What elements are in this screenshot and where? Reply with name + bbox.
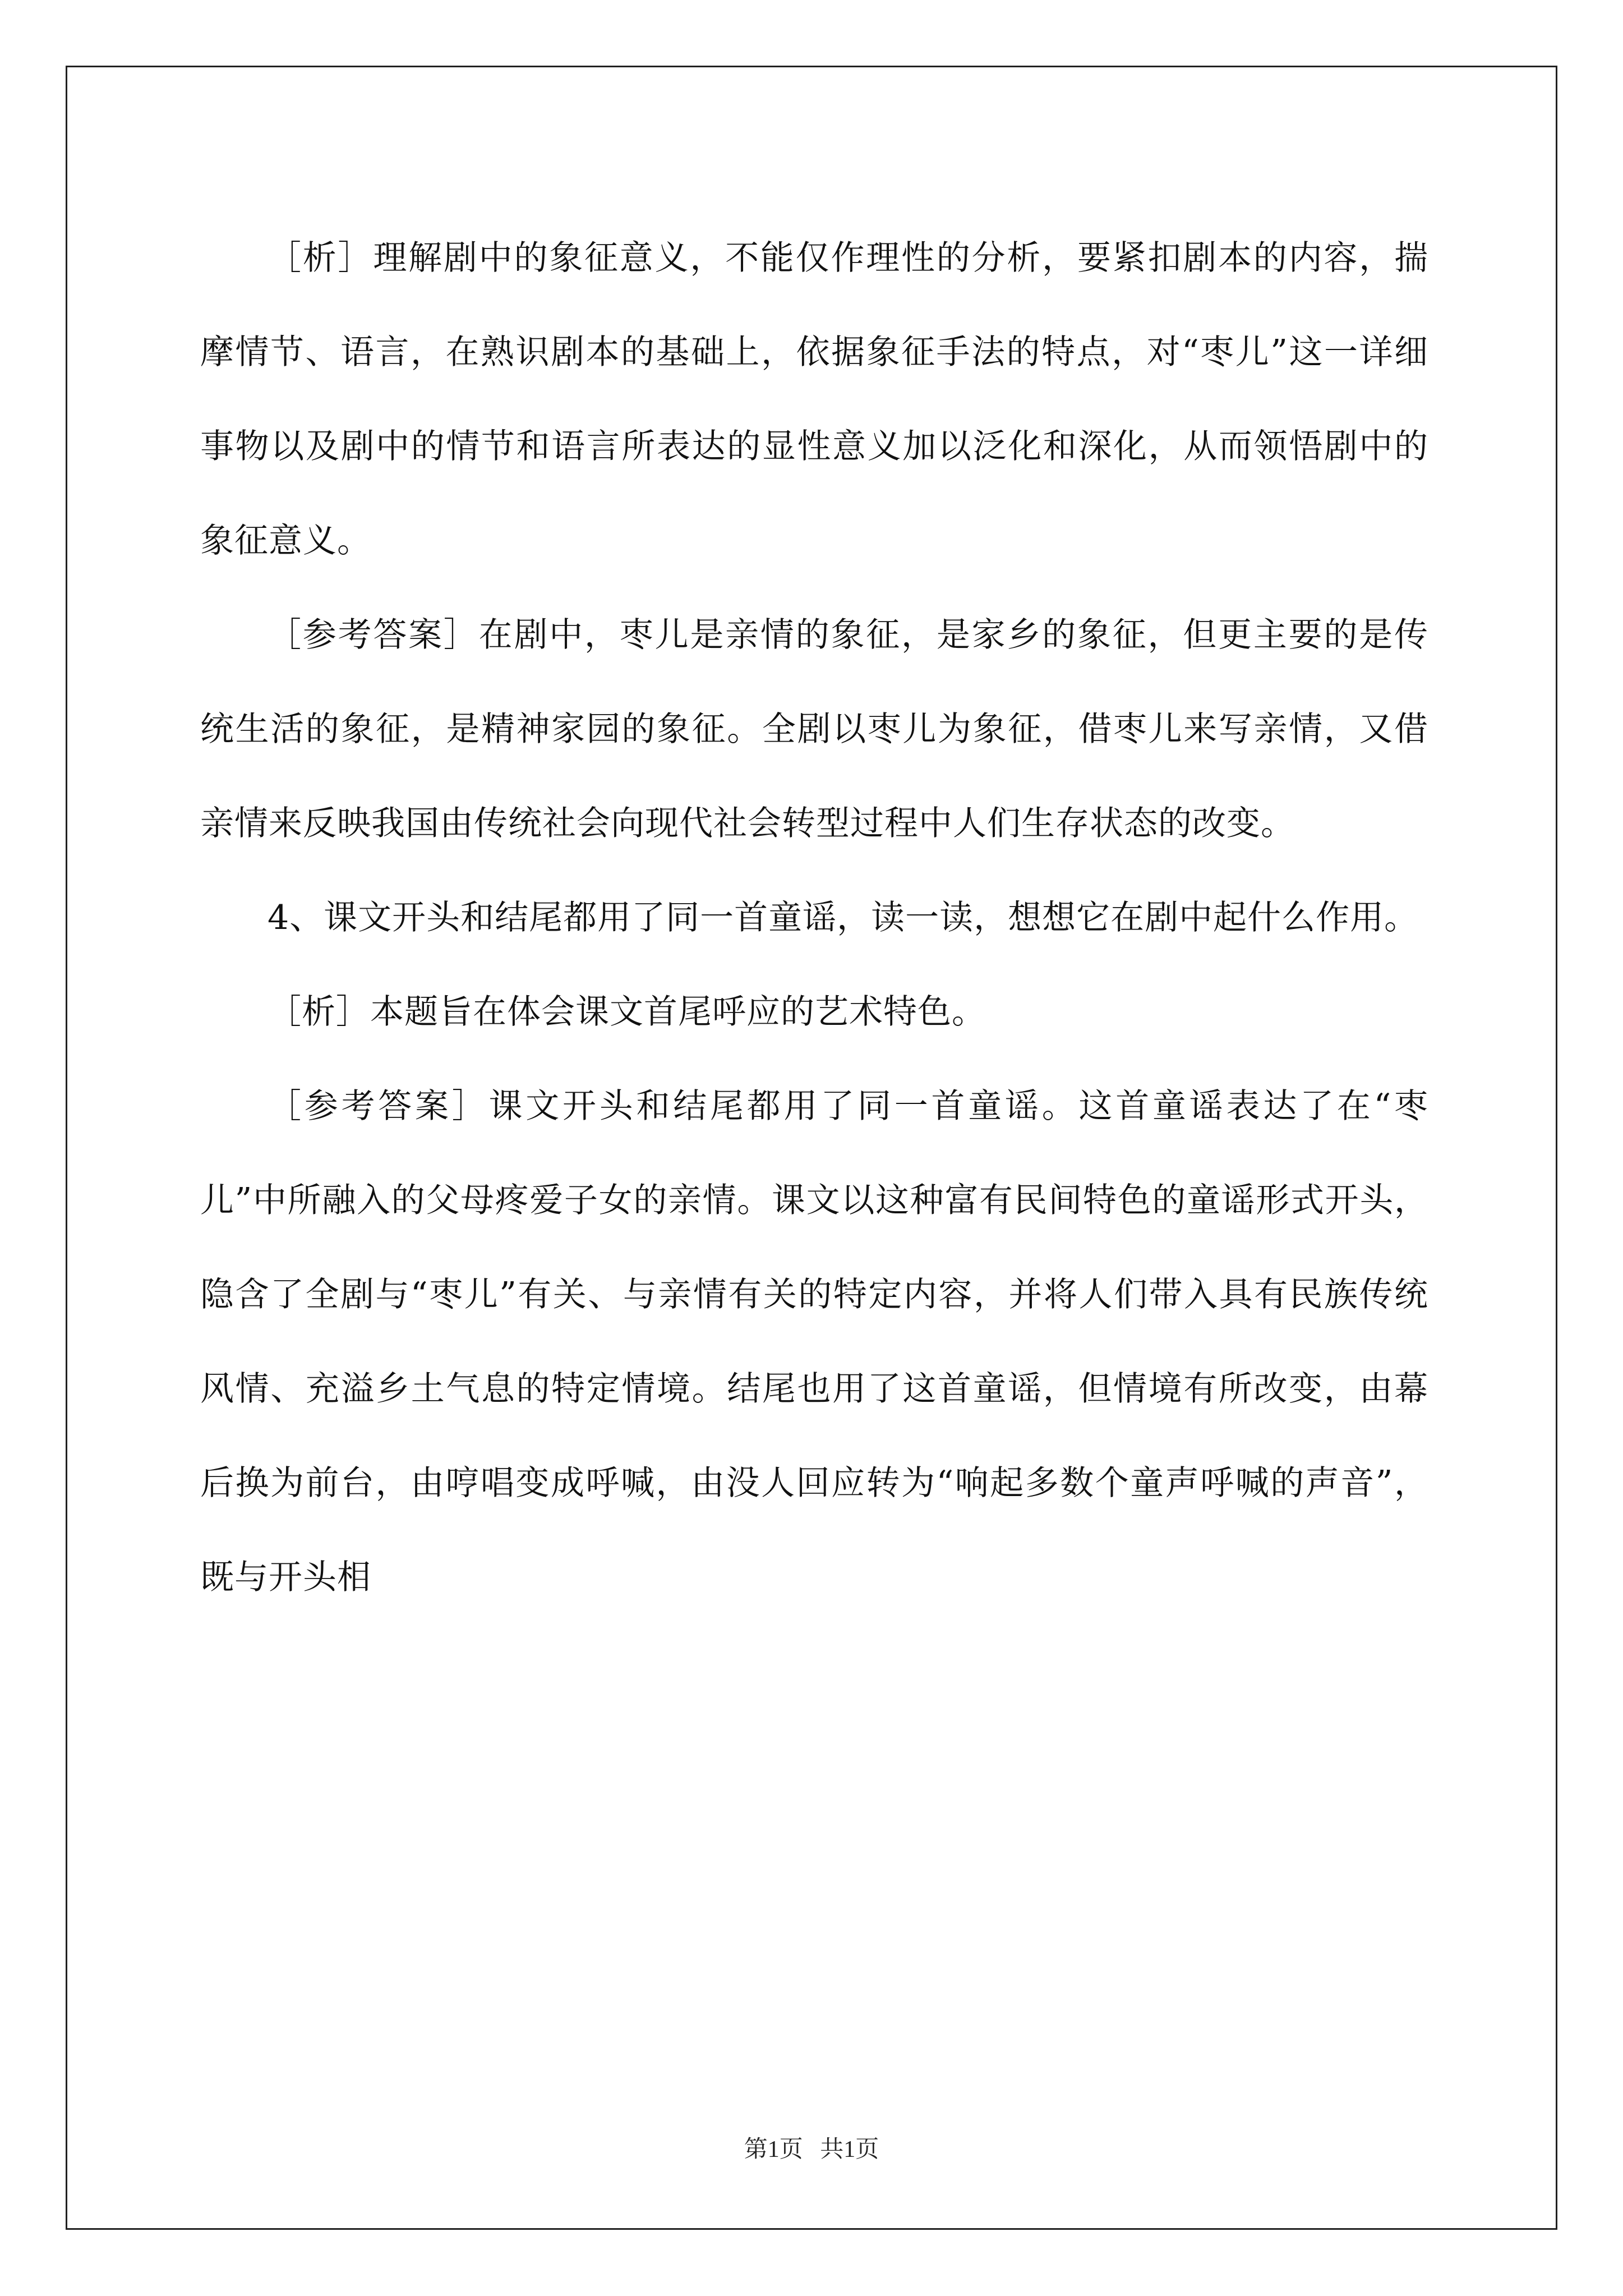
paragraph-analysis-symbolism: ［析］理解剧中的象征意义，不能仅作理性的分析，要紧扣剧本的内容，揣摩情节、语言，在熟识剧本的基础上，依据象征手法的特点，对“枣儿”这一详细事物以及剧中的情节和语言所表达的显性意义加以泛化和深化，从而领悟剧中的象征意义。: [200, 238, 1428, 560]
page-total: 共1页: [820, 2137, 879, 2162]
page-number: 第1页: [744, 2137, 803, 2162]
document-body: [200, 211, 1428, 1625]
page-footer: [0, 2131, 1623, 2164]
paragraph-question-4: 4、课文开头和结尾都用了同一首童谣，读一读，想想它在剧中起什么作用。: [268, 898, 1419, 937]
paragraph-answer-4: ［参考答案］课文开头和结尾都用了同一首童谣。这首童谣表达了在“枣儿”中所融入的父母疼爱子女的亲情。课文以这种富有民间特色的童谣形式开头，隐含了全剧与“枣儿”有关、与亲情有关的特定内容，并将人们带入具有民族传统风情、充溢乡土气息的特定情境。结尾也用了这首童谣，但情境有所改变，由幕后换为前台，由哼唱变成呼喊，由没人回应转为“响起多数个童声呼喊的声音”，既与开头相: [200, 1087, 1428, 1597]
paragraph-answer-symbolism: ［参考答案］在剧中，枣儿是亲情的象征，是家乡的象征，但更主要的是传统生活的象征，是精神家园的象征。全剧以枣儿为象征，借枣儿来写亲情，又借亲情来反映我国由传统社会向现代社会转型过程中人们生存状态的改变。: [200, 615, 1428, 843]
paragraph-analysis-4: ［析］本题旨在体会课文首尾呼应的艺术特色。: [268, 992, 986, 1032]
